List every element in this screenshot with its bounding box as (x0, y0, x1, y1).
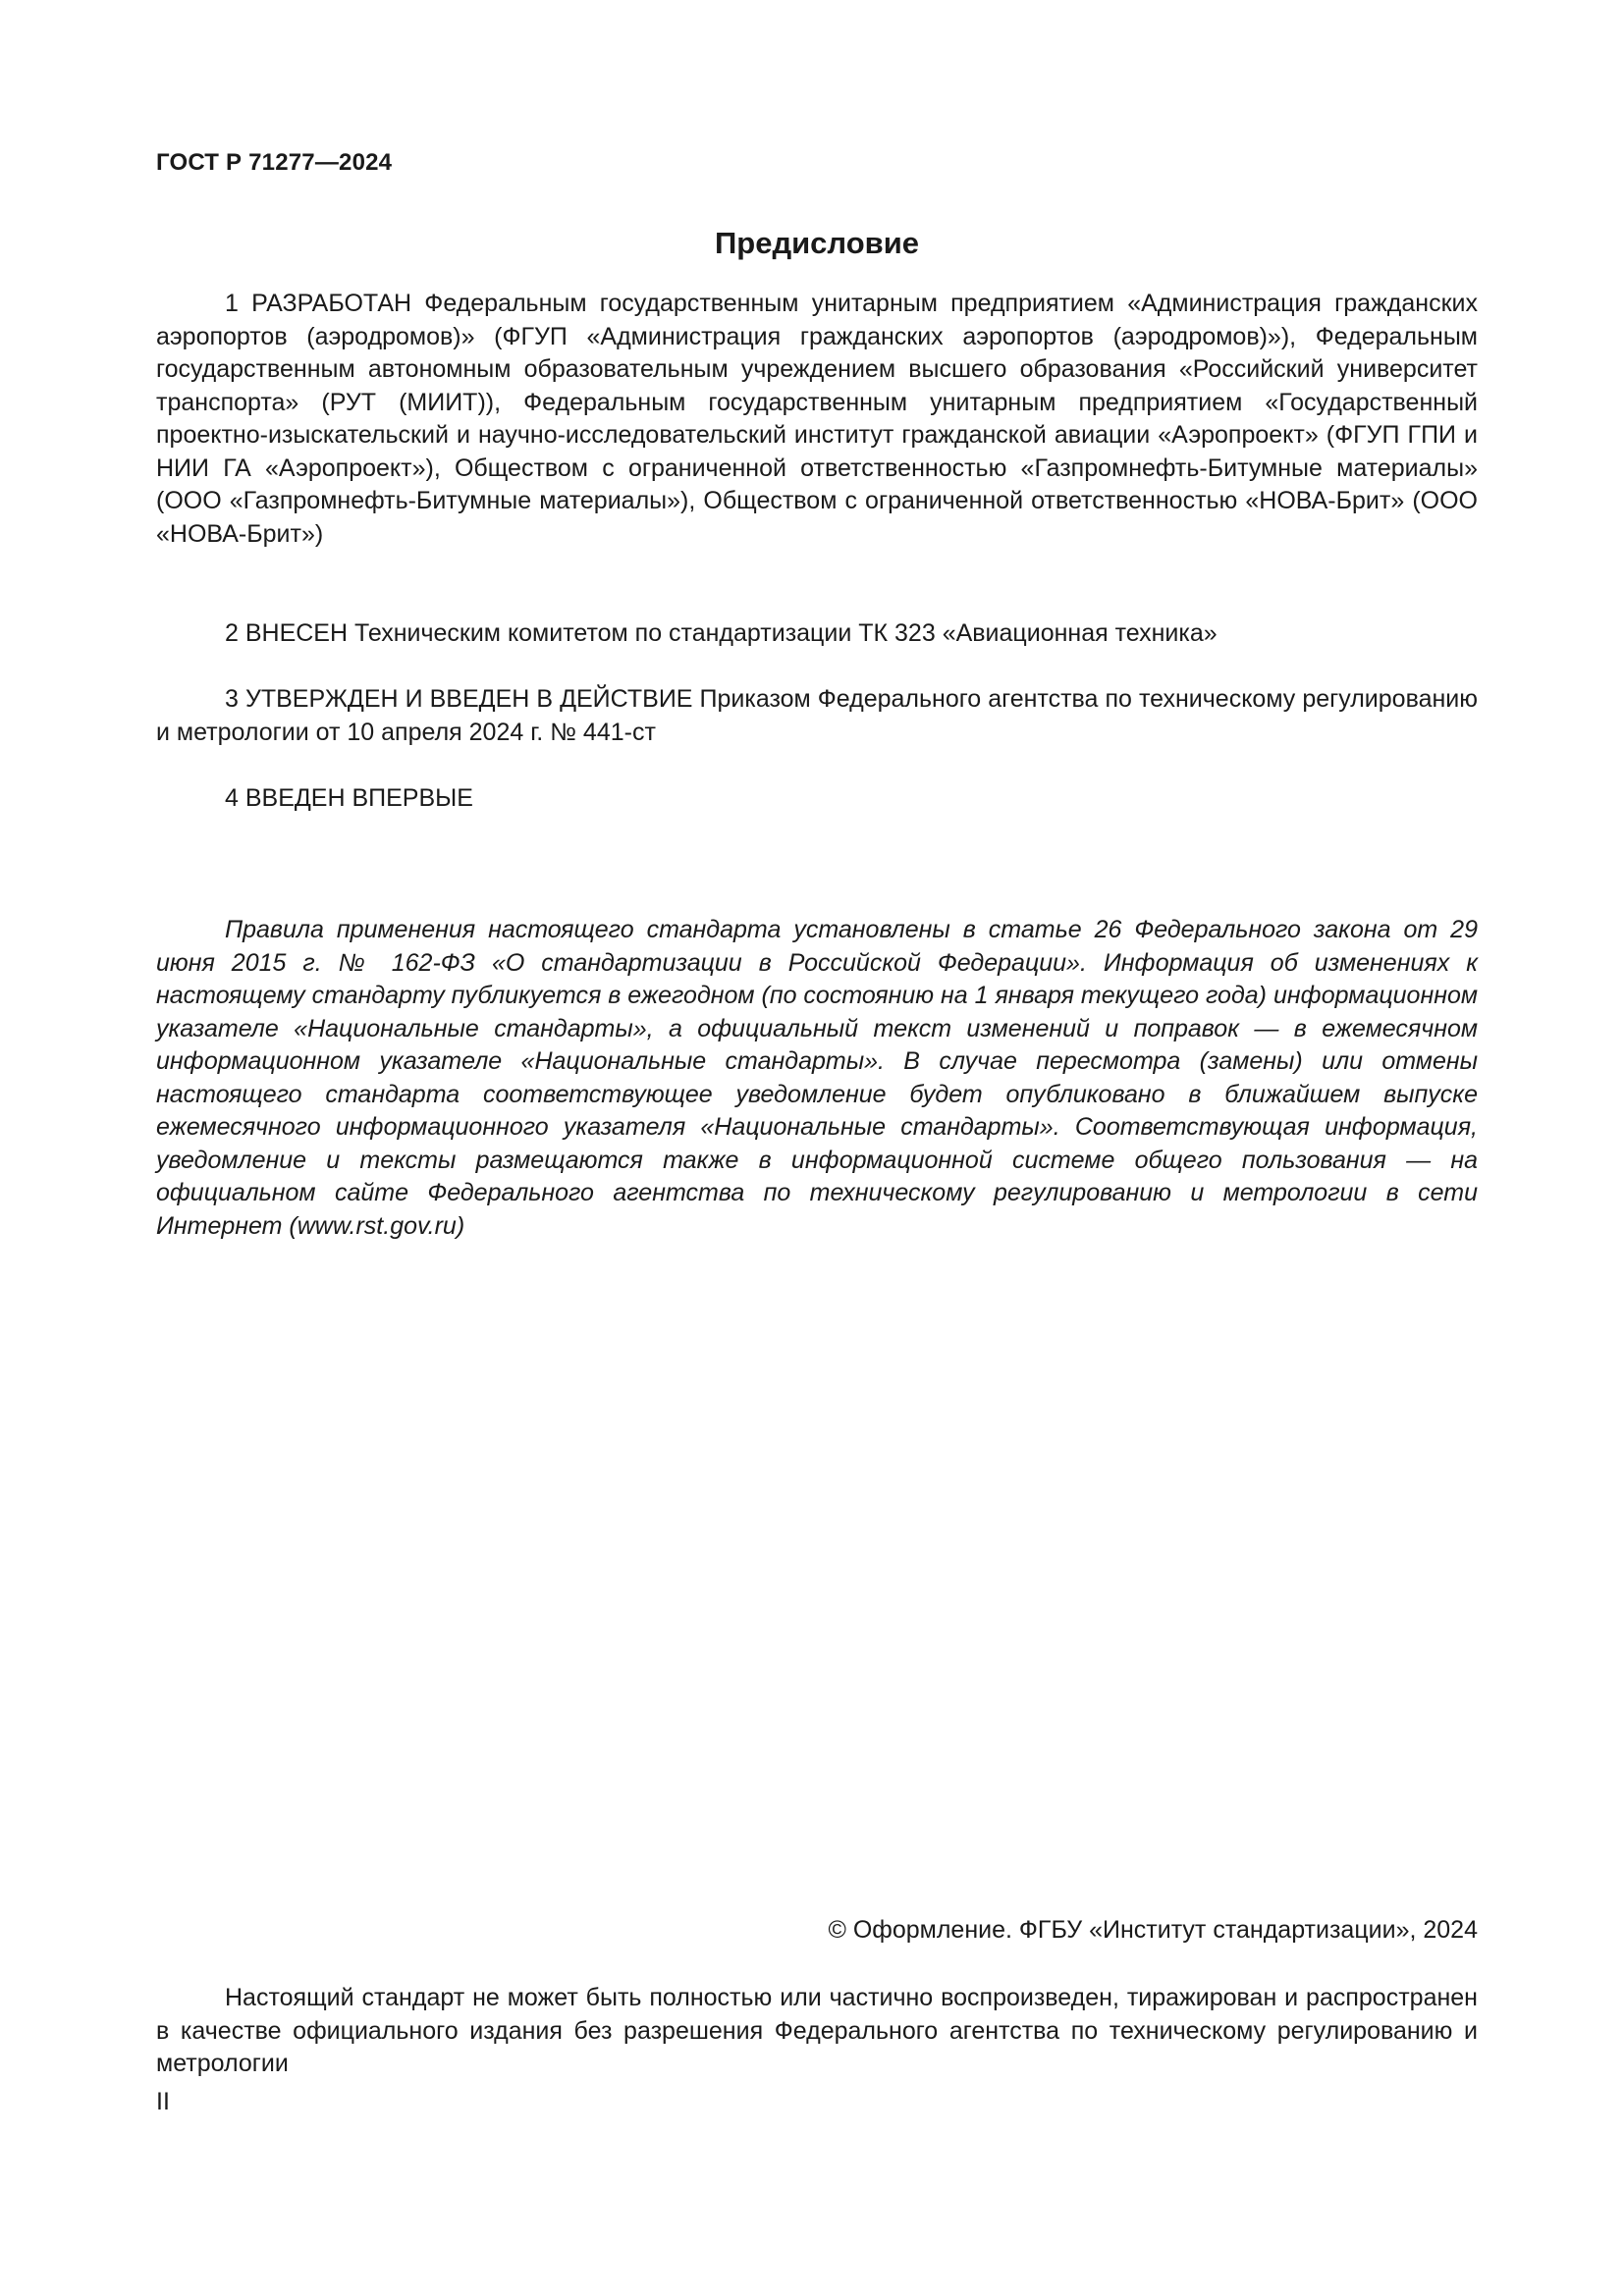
paragraph-introduced-by: 2 ВНЕСЕН Техническим комитетом по стандартизации ТК 323 «Авиационная техника» (225, 619, 1218, 647)
application-rules-notice: Правила применения настоящего стандарта установлены в статье 26 Федерального закона от 29 июня 2015 г. № 162-ФЗ «О стандартизации в Российской Федерации». Информация об изменениях к настоящему стандарту публикуется в ежегодном (по состоянию на 1 января текущего года) информационном указателе «Национальные стандарты», а официальный текст изменений и поправок — в ежемесячном информационном указателе «Национальные стандарты». В случае пересмотра (замены) или отмены настоящего стандарта соответствующее уведомление будет опубликовано в ближайшем выпуске ежемесячного информационного указателя «Национальные стандарты». Соответствующая информация, уведомление и тексты размещаются также в информационной системе общего пользования — на официальном сайте Федерального агентства по техническому регулированию и метрологии в сети Интернет (www.rst.gov.ru) (156, 916, 1479, 1240)
copyright-line: © Оформление. ФГБУ «Институт стандартизации», 2024 (828, 1916, 1478, 1944)
document-page (156, 0, 1478, 2296)
page-title: Предисловие (714, 226, 919, 260)
paragraph-approved: 3 УТВЕРЖДЕН И ВВЕДЕН В ДЕЙСТВИЕ Приказом Федерального агентства по техническому регулированию и метрологии от 10 апреля 2024 г. № 441-ст (156, 685, 1478, 746)
paragraph-first-introduced: 4 ВВЕДЕН ВПЕРВЫЕ (225, 784, 473, 812)
paragraph-developed-by: 1 РАЗРАБОТАН Федеральным государственным унитарным предприятием «Администрация гражданских аэропортов (аэродромов)» (ФГУП «Администрация гражданских аэропортов (аэродромов)»), Федеральным государственным автономным образовательным учреждением высшего образования «Российский университет транспорта» (РУТ (МИИТ)), Федеральным государственным унитарным предприятием «Государственный проектно-изыскательский и научно-исследовательский институт гражданской авиации «Аэропроект» (ФГУП ГПИ и НИИ ГА «Аэропроект»), Обществом с ограниченной ответственностью «Газпромнефть-Битумные материалы» (ООО «Газпромнефть-Битумные материалы»), Обществом с ограниченной ответственностью «НОВА-Брит» (ООО «НОВА-Брит») (156, 290, 1478, 548)
reproduction-notice: Настоящий стандарт не может быть полностью или частично воспроизведен, тиражирован и распространен в качестве официального издания без разрешения Федерального агентства по техническому регулированию и метрологии (156, 1984, 1478, 2077)
standard-code-header: ГОСТ Р 71277—2024 (156, 149, 393, 176)
page-number: II (156, 2088, 170, 2115)
